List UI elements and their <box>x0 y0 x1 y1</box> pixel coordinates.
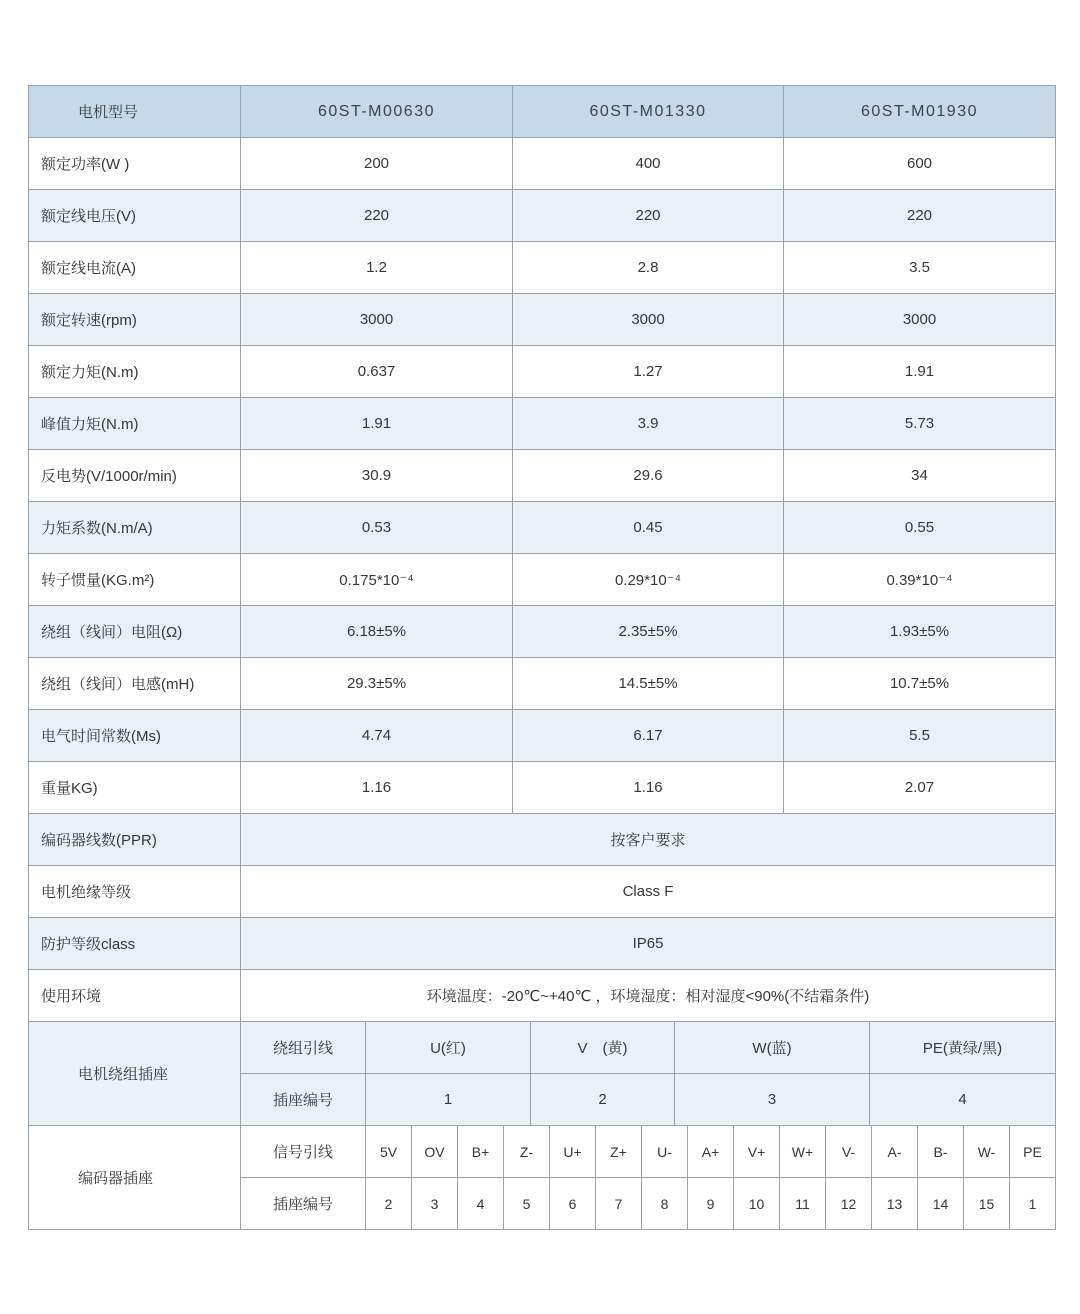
encoder-signal: V- <box>826 1126 872 1178</box>
spec-value: 1.16 <box>513 762 784 814</box>
spec-value: 2.35±5% <box>513 606 784 658</box>
spec-label: 额定线电流(A) <box>29 242 241 294</box>
spec-row-winding-resistance <box>29 606 1056 658</box>
merged-label: 使用环境 <box>29 970 241 1022</box>
encoder-signal-row <box>29 1126 1056 1178</box>
winding-row-label: 插座编号 <box>241 1074 366 1126</box>
encoder-pin: 10 <box>734 1178 780 1230</box>
merged-row-protection-class <box>29 918 1056 970</box>
spec-row-winding-inductance <box>29 658 1056 710</box>
winding-lead: W(蓝) <box>675 1022 870 1074</box>
encoder-pin: 14 <box>918 1178 964 1230</box>
merged-value: Class F <box>241 866 1056 918</box>
header-label: 电机型号 <box>29 86 241 138</box>
spec-label: 绕组（线间）电阻(Ω) <box>29 606 241 658</box>
encoder-pin: 7 <box>596 1178 642 1230</box>
encoder-row-label: 插座编号 <box>241 1178 366 1230</box>
spec-value: 2.8 <box>513 242 784 294</box>
spec-value: 400 <box>513 138 784 190</box>
encoder-group-label: 编码器插座 <box>29 1126 241 1230</box>
encoder-signal: A+ <box>688 1126 734 1178</box>
encoder-pin: 3 <box>412 1178 458 1230</box>
winding-lead: V (黄) <box>531 1022 675 1074</box>
merged-row-operating-environment <box>29 970 1056 1022</box>
winding-lead: PE(黄绿/黑) <box>870 1022 1056 1074</box>
spec-value: 1.16 <box>241 762 513 814</box>
winding-pin: 3 <box>675 1074 870 1126</box>
spec-value: 0.39*10⁻⁴ <box>784 554 1056 606</box>
motor-spec-table <box>28 85 1056 1022</box>
spec-value: 3000 <box>784 294 1056 346</box>
motor-spec-tables <box>28 85 1055 1230</box>
model-header-1: 60ST-M00630 <box>241 86 513 138</box>
encoder-signal: B- <box>918 1126 964 1178</box>
spec-value: 0.29*10⁻⁴ <box>513 554 784 606</box>
encoder-signal: Z+ <box>596 1126 642 1178</box>
model-header-3: 60ST-M01930 <box>784 86 1056 138</box>
spec-value: 1.93±5% <box>784 606 1056 658</box>
spec-row-electrical-time-constant <box>29 710 1056 762</box>
spec-value: 1.91 <box>784 346 1056 398</box>
spec-label: 额定力矩(N.m) <box>29 346 241 398</box>
spec-value: 220 <box>784 190 1056 242</box>
merged-value: 环境温度：-20℃~+40℃ ，环境湿度：相对湿度<90%(不结霜条件) <box>241 970 1056 1022</box>
spec-label: 额定线电压(V) <box>29 190 241 242</box>
merged-row-insulation-class <box>29 866 1056 918</box>
encoder-signal: OV <box>412 1126 458 1178</box>
spec-value: 2.07 <box>784 762 1056 814</box>
encoder-pin: 4 <box>458 1178 504 1230</box>
encoder-signal: A- <box>872 1126 918 1178</box>
encoder-pin: 13 <box>872 1178 918 1230</box>
spec-label: 重量KG) <box>29 762 241 814</box>
spec-label: 电气时间常数(Ms) <box>29 710 241 762</box>
encoder-signal: U- <box>642 1126 688 1178</box>
spec-value: 6.17 <box>513 710 784 762</box>
spec-value: 0.175*10⁻⁴ <box>241 554 513 606</box>
spec-label: 转子惯量(KG.m²) <box>29 554 241 606</box>
encoder-pin: 6 <box>550 1178 596 1230</box>
encoder-signal: U+ <box>550 1126 596 1178</box>
spec-row-rated-power <box>29 138 1056 190</box>
spec-value: 220 <box>241 190 513 242</box>
encoder-pin: 12 <box>826 1178 872 1230</box>
spec-row-rated-speed <box>29 294 1056 346</box>
spec-label: 绕组（线间）电感(mH) <box>29 658 241 710</box>
encoder-signal: Z- <box>504 1126 550 1178</box>
spec-value: 29.6 <box>513 450 784 502</box>
winding-lead: U(红) <box>366 1022 531 1074</box>
spec-label: 反电势(V/1000r/min) <box>29 450 241 502</box>
encoder-signal: W+ <box>780 1126 826 1178</box>
winding-pin: 4 <box>870 1074 1056 1126</box>
spec-value: 3.5 <box>784 242 1056 294</box>
encoder-signal: W- <box>964 1126 1010 1178</box>
spec-row-torque-constant <box>29 502 1056 554</box>
spec-value: 5.5 <box>784 710 1056 762</box>
spec-label: 额定转速(rpm) <box>29 294 241 346</box>
spec-value: 0.53 <box>241 502 513 554</box>
spec-value: 10.7±5% <box>784 658 1056 710</box>
encoder-pin: 8 <box>642 1178 688 1230</box>
spec-value: 200 <box>241 138 513 190</box>
winding-socket-table <box>28 1021 1056 1126</box>
merged-row-encoder-ppr <box>29 814 1056 866</box>
spec-value: 0.45 <box>513 502 784 554</box>
spec-value: 3000 <box>241 294 513 346</box>
winding-group-label: 电机绕组插座 <box>29 1022 241 1126</box>
winding-lead-row <box>29 1022 1056 1074</box>
spec-value: 34 <box>784 450 1056 502</box>
spec-row-rated-torque <box>29 346 1056 398</box>
spec-row-rotor-inertia <box>29 554 1056 606</box>
winding-row-label: 绕组引线 <box>241 1022 366 1074</box>
spec-row-weight <box>29 762 1056 814</box>
spec-row-rated-voltage <box>29 190 1056 242</box>
encoder-pin: 11 <box>780 1178 826 1230</box>
merged-value: IP65 <box>241 918 1056 970</box>
spec-value: 0.637 <box>241 346 513 398</box>
model-header-2: 60ST-M01330 <box>513 86 784 138</box>
spec-label: 峰值力矩(N.m) <box>29 398 241 450</box>
spec-value: 0.55 <box>784 502 1056 554</box>
spec-value: 5.73 <box>784 398 1056 450</box>
encoder-signal: V+ <box>734 1126 780 1178</box>
spec-value: 600 <box>784 138 1056 190</box>
winding-pin: 2 <box>531 1074 675 1126</box>
encoder-socket-table <box>28 1125 1056 1230</box>
encoder-pin: 5 <box>504 1178 550 1230</box>
spec-row-back-emf <box>29 450 1056 502</box>
spec-value: 29.3±5% <box>241 658 513 710</box>
spec-label: 力矩系数(N.m/A) <box>29 502 241 554</box>
merged-label: 防护等级class <box>29 918 241 970</box>
spec-value: 4.74 <box>241 710 513 762</box>
encoder-pin: 15 <box>964 1178 1010 1230</box>
merged-label: 电机绝缘等级 <box>29 866 241 918</box>
winding-pin: 1 <box>366 1074 531 1126</box>
spec-value: 3000 <box>513 294 784 346</box>
encoder-row-label: 信号引线 <box>241 1126 366 1178</box>
spec-value: 1.91 <box>241 398 513 450</box>
merged-value: 按客户要求 <box>241 814 1056 866</box>
spec-value: 6.18±5% <box>241 606 513 658</box>
merged-label: 编码器线数(PPR) <box>29 814 241 866</box>
spec-label: 额定功率(W ) <box>29 138 241 190</box>
encoder-pin: 9 <box>688 1178 734 1230</box>
spec-value: 1.2 <box>241 242 513 294</box>
encoder-pin: 1 <box>1010 1178 1056 1230</box>
spec-value: 14.5±5% <box>513 658 784 710</box>
encoder-signal: PE <box>1010 1126 1056 1178</box>
encoder-signal: 5V <box>366 1126 412 1178</box>
spec-value: 220 <box>513 190 784 242</box>
spec-row-rated-current <box>29 242 1056 294</box>
spec-value: 1.27 <box>513 346 784 398</box>
encoder-pin: 2 <box>366 1178 412 1230</box>
spec-value: 30.9 <box>241 450 513 502</box>
spec-row-peak-torque <box>29 398 1056 450</box>
encoder-signal: B+ <box>458 1126 504 1178</box>
spec-value: 3.9 <box>513 398 784 450</box>
header-row <box>29 86 1056 138</box>
